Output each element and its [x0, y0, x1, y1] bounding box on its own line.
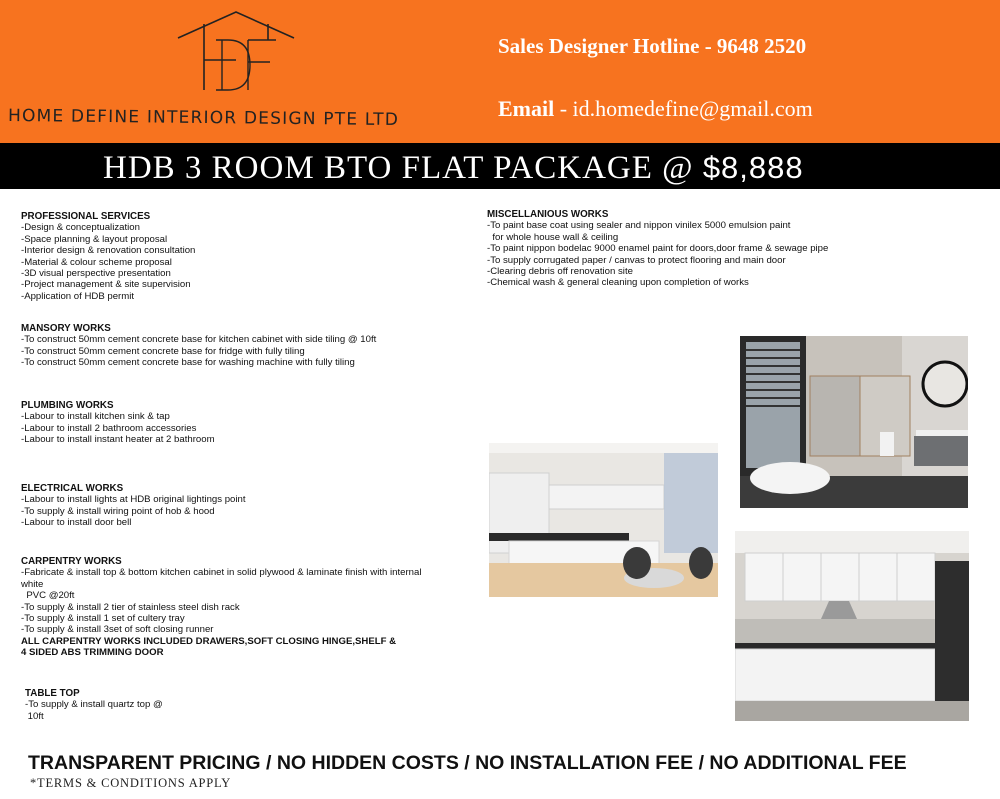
list-item: -Chemical wash & general cleaning upon completion of works: [487, 277, 749, 289]
list-item: -To supply & install quartz top @: [25, 699, 163, 711]
list-item: -To supply & install 2 tier of stainless steel dish rack: [21, 601, 240, 613]
section-electrical: [21, 483, 246, 529]
section-carpentry: [21, 556, 421, 659]
list-item: -Space planning & layout proposal: [21, 233, 168, 245]
package-price: $8,888: [702, 150, 804, 185]
list-item: ALL CARPENTRY WORKS INCLUDED DRAWERS,SOFT CLOSING HINGE,SHELF &: [21, 635, 397, 647]
list-item: -Labour to install instant heater at 2 bathroom: [21, 434, 215, 446]
section-heading: PLUMBING WORKS: [21, 400, 114, 411]
list-item: -To construct 50mm cement concrete base for kitchen cabinet with side tiling @ 10ft: [21, 334, 377, 346]
package-name: HDB 3 ROOM BTO FLAT PACKAGE @: [103, 150, 703, 186]
section-heading: ELECTRICAL WORKS: [21, 483, 124, 494]
list-item: white: [21, 578, 44, 590]
list-item: for whole house wall & ceiling: [487, 231, 619, 243]
section-heading: MISCELLANIOUS WORKS: [487, 209, 609, 220]
list-item: -Design & conceptualization: [21, 222, 140, 234]
package-title: [103, 150, 804, 187]
list-item: -To construct 50mm cement concrete base for washing machine with fully tiling: [21, 357, 355, 369]
list-item: 10ft: [25, 710, 44, 722]
section-heading: CARPENTRY WORKS: [21, 556, 122, 567]
list-item: -Project management & site supervision: [21, 279, 191, 291]
list-item: -To paint base coat using sealer and nippon vinilex 5000 emulsion paint: [487, 220, 791, 232]
list-item: -To supply corrugated paper / canvas to protect flooring and main door: [487, 254, 786, 266]
list-item: PVC @20ft: [21, 590, 75, 602]
section-professional: [21, 211, 195, 302]
list-item: -Labour to install kitchen sink & tap: [21, 411, 170, 423]
list-item: -To supply & install wiring point of hob & hood: [21, 505, 215, 517]
company-name: HOME DEFINE INTERIOR DESIGN PTE LTD: [7, 105, 400, 131]
list-item: -To construct 50mm cement concrete base for fridge with fully tiling: [21, 345, 305, 357]
list-item: -Labour to install door bell: [21, 517, 132, 529]
list-item: -Application of HDB permit: [21, 290, 135, 302]
kitchen-render-image-2: [735, 531, 969, 721]
kitchen-render-image: [489, 443, 718, 597]
company-logo: [176, 10, 296, 100]
list-item: -To paint nippon bodelac 9000 enamel paint for doors,door frame & sewage pipe: [487, 243, 829, 255]
list-item: -Clearing debris off renovation site: [487, 266, 633, 278]
list-item: -Fabricate & install top & bottom kitchen cabinet in solid plywood & laminate finish with internal: [21, 567, 422, 579]
email-value: - id.homedefine@gmail.com: [559, 96, 813, 121]
list-item: -To supply & install 3set of soft closing runner: [21, 624, 214, 636]
section-heading: MANSORY WORKS: [21, 323, 111, 334]
list-item: -Labour to install lights at HDB original lightings point: [21, 494, 246, 506]
section-plumbing: [21, 400, 215, 446]
pricing-statement: TRANSPARENT PRICING / NO HIDDEN COSTS / NO INSTALLATION FEE / NO ADDITIONAL FEE: [28, 752, 907, 774]
section-heading: TABLE TOP: [25, 688, 80, 699]
list-item: -To supply & install 1 set of cultery tray: [21, 613, 185, 625]
list-item: -Interior design & renovation consultation: [21, 245, 196, 257]
terms-note: *TERMS & CONDITIONS APPLY: [30, 776, 232, 790]
section-misc: [487, 209, 828, 289]
bathroom-render-image: [740, 336, 968, 508]
section-masonry: [21, 323, 376, 369]
list-item: -Labour to install 2 bathroom accessories: [21, 422, 197, 434]
list-item: 4 SIDED ABS TRIMMING DOOR: [21, 647, 164, 659]
list-item: -Material & colour scheme proposal: [21, 256, 172, 268]
sales-hotline: Sales Designer Hotline - 9648 2520: [498, 34, 807, 58]
section-heading: PROFESSIONAL SERVICES: [21, 211, 151, 222]
contact-email: [498, 96, 813, 122]
section-tabletop: [25, 688, 163, 722]
email-label: Email: [498, 96, 555, 121]
list-item: -3D visual perspective presentation: [21, 268, 171, 280]
